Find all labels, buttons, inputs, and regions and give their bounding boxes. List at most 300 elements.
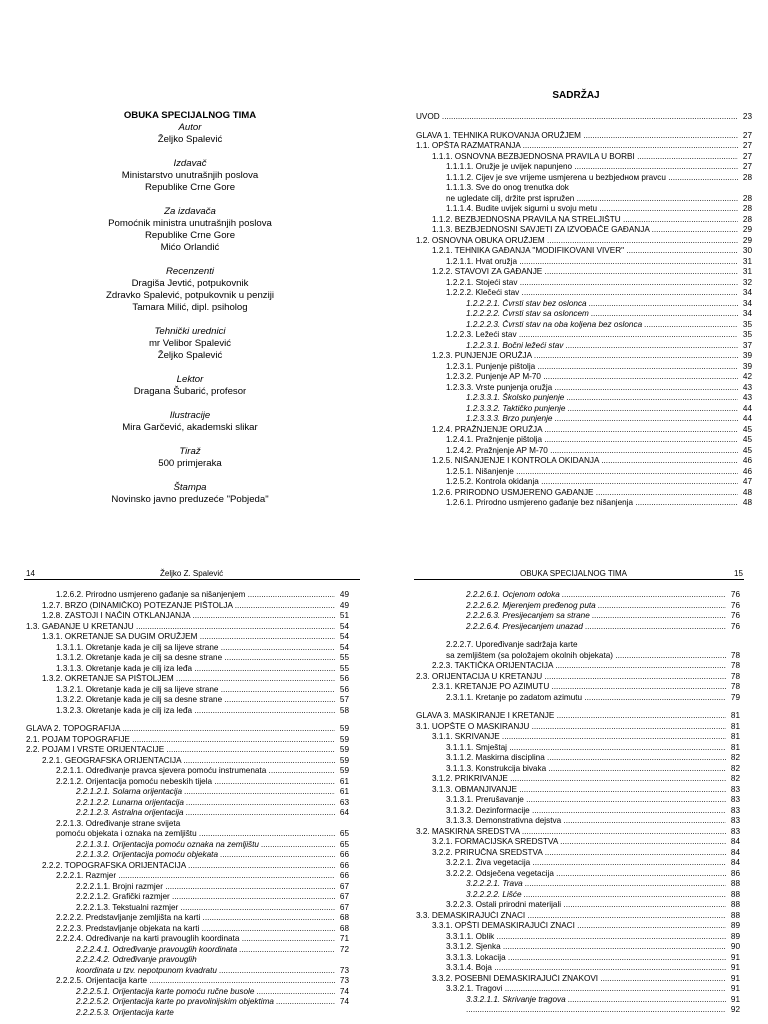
toc-entry bbox=[416, 640, 740, 651]
toc-entry-title: 1.1.2. BEZBJEDNOSNA PRAVILA NA STRELJIŠTU ..... bbox=[432, 215, 738, 226]
toc-entry bbox=[416, 225, 752, 236]
toc-entry-title: 2.2.2.4. Određivanje na karti pravouglih koordinata ..... bbox=[56, 934, 335, 945]
toc-entry-title: 3.3.2.1.1. Skrivanje tragova ..... bbox=[466, 995, 726, 1006]
toc-entry-page: 48 bbox=[742, 487, 752, 497]
toc-entry bbox=[26, 664, 349, 675]
credit-line: Republike Crne Gore bbox=[144, 182, 236, 193]
toc-entry-page: 51 bbox=[339, 611, 349, 620]
toc-entry-page: 89 bbox=[730, 931, 740, 941]
toc-entry bbox=[416, 672, 740, 683]
toc-entry-page: 28 bbox=[742, 204, 752, 213]
credits bbox=[0, 122, 380, 506]
toc-entry bbox=[26, 695, 349, 706]
toc-entry bbox=[416, 785, 740, 796]
toc-entry-title: 3.3. DEMASKIRAJUĆI ZNACI ..... bbox=[416, 911, 726, 922]
toc-entry-title: 3.3.1.4. Boja ..... bbox=[446, 963, 726, 974]
toc-entry-page: 91 bbox=[730, 984, 740, 993]
header-rule bbox=[414, 579, 744, 580]
running-header-author: Željko Z. Spalević bbox=[160, 569, 224, 578]
toc-entry-page: 88 bbox=[730, 879, 740, 888]
toc-entry bbox=[416, 774, 740, 785]
toc-entry-title: 1.1.1.1. Oružje je uvijek napunjeno ..... bbox=[446, 162, 738, 173]
toc-entry-page: 91 bbox=[730, 952, 740, 962]
toc-entry bbox=[416, 488, 752, 499]
header-rule bbox=[24, 579, 360, 580]
toc-spacer bbox=[26, 716, 349, 724]
toc-entry-title: 2.2.2.6.3. Presijecanjem sa strane ..... bbox=[466, 611, 726, 622]
toc-entry bbox=[26, 892, 349, 903]
toc-entry-title: 2.2.1.2.3. Astralna orijentacija ..... bbox=[76, 808, 335, 819]
toc-entry-title: sa zemljištem (sa položajem okolnih objekata) ..... bbox=[446, 651, 726, 662]
toc-entry-page: 54 bbox=[339, 642, 349, 652]
toc-entry-page: 68 bbox=[339, 913, 349, 922]
toc-entry-title: 1.3.1.3. Okretanje kada je cilj iza leđa ..... bbox=[56, 664, 335, 675]
credit-group bbox=[0, 122, 380, 146]
toc-entry-title: 1.3.1.2. Okretanje kada je cilj sa desne strane ..... bbox=[56, 653, 335, 664]
credit-group bbox=[0, 410, 380, 434]
toc-entry-title: 1.2.3. PUNJENJE ORUŽJA ..... bbox=[432, 351, 738, 362]
toc-entry-title: 2.2.2.6.4. Presijecanjem unazad ..... bbox=[466, 622, 726, 633]
toc-entry-page: 61 bbox=[339, 776, 349, 786]
toc-entry-title: 1.2.5.2. Kontrola okidanja ..... bbox=[446, 477, 738, 488]
toc-entry-page: 76 bbox=[730, 621, 740, 631]
toc-entry bbox=[26, 766, 349, 777]
toc-entry bbox=[26, 840, 349, 851]
toc-entry-page: 27 bbox=[742, 151, 752, 161]
toc-entry-title: 1.1.1.3. Sve do onog trenutka dok bbox=[446, 183, 569, 192]
toc-entry-title: 2.2.2.1.1. Brojni razmjer ..... bbox=[76, 882, 335, 893]
toc-entry bbox=[416, 1005, 740, 1016]
toc-entry bbox=[26, 1008, 349, 1019]
toc-entry-page: 48 bbox=[742, 498, 752, 507]
toc-entry bbox=[416, 890, 740, 901]
toc-entry bbox=[26, 777, 349, 788]
toc-entry bbox=[416, 446, 752, 457]
credit-line: Ministarstvo unutrašnjih poslova bbox=[121, 170, 259, 181]
toc-entry-page: 57 bbox=[339, 695, 349, 704]
toc-entry-page: 82 bbox=[730, 763, 740, 773]
toc-entry-page: 83 bbox=[730, 826, 740, 836]
credit-line: Zdravko Spalević, potpukovnik u penziji bbox=[106, 290, 274, 301]
toc-entry-page: 76 bbox=[730, 611, 740, 620]
toc-entry-title: 3.3.1.1. Oblik ..... bbox=[446, 932, 726, 943]
toc-entry-title: 1.2.3.1. Punjenje pištolja ..... bbox=[446, 362, 738, 373]
toc-entry-title: 1.2.2.3.1. Bočni ležeći stav ..... bbox=[466, 341, 738, 352]
toc-entry-title: 3.2.2.3. Ostali prirodni materijali ..... bbox=[446, 900, 726, 911]
toc-entry-page: 78 bbox=[730, 650, 740, 660]
toc-entry bbox=[416, 204, 752, 215]
toc-entry-page: 54 bbox=[339, 632, 349, 641]
contents-heading: SADRŽAJ bbox=[552, 90, 600, 101]
toc-entry-title: 2.2.2.1.2. Grafički razmjer ..... bbox=[76, 892, 335, 903]
toc-entry bbox=[416, 246, 752, 257]
toc-entry-title: pomoću objekata i oznaka na zemljištu ..... bbox=[56, 829, 335, 840]
toc-entry bbox=[416, 477, 752, 488]
toc-entry-title: 3.1.1.1. Smještaj ..... bbox=[446, 743, 726, 754]
toc-list bbox=[416, 112, 752, 509]
toc-entry bbox=[416, 351, 752, 362]
toc-entry-title: 2.2.2.5. Orijentacija karte ..... bbox=[56, 976, 335, 987]
toc-entry-page: 81 bbox=[730, 721, 740, 731]
toc-entry-page: 47 bbox=[742, 477, 752, 486]
toc-entry-page: 39 bbox=[742, 361, 752, 371]
toc-entry-page: 59 bbox=[339, 734, 349, 744]
toc-entry-title: 2.2.1.3. Određivanje strane svijeta bbox=[56, 818, 181, 828]
toc-entry bbox=[416, 661, 740, 672]
toc-entry bbox=[416, 236, 752, 247]
toc-entry-page: 29 bbox=[742, 225, 752, 234]
toc-entry-title: 2.2.2.6.2. Mjerenjem pređenog puta ..... bbox=[466, 601, 726, 612]
toc-entry-page: 78 bbox=[730, 661, 740, 670]
toc-entry-page: 34 bbox=[742, 298, 752, 308]
toc-entry-title: 1.2. OSNOVNA OBUKA ORUŽJEM ..... bbox=[416, 236, 738, 247]
toc-entry bbox=[416, 183, 752, 194]
credit-line: Republike Crne Gore bbox=[144, 230, 236, 241]
toc-entry-title: 3.1.2. PRIKRIVANJE ..... bbox=[432, 774, 726, 785]
toc-entry-page: 76 bbox=[730, 600, 740, 610]
toc-entry-page: 32 bbox=[742, 277, 752, 287]
toc-entry-title: 1.2.6. PRIRODNO USMJERENO GAĐANJE ..... bbox=[432, 488, 738, 499]
credit-line: Novinsko javno preduzeće "Pobjeda" bbox=[111, 494, 269, 505]
credit-line: Mira Garčević, akademski slikar bbox=[122, 422, 258, 433]
toc-entry-page: 28 bbox=[742, 193, 752, 203]
toc-entry bbox=[416, 651, 740, 662]
toc-entry bbox=[416, 173, 752, 184]
toc-entry-page: 86 bbox=[730, 868, 740, 878]
toc-entry-page: 68 bbox=[339, 923, 349, 933]
toc-entry-title: 1.3.1. OKRETANJE SA DUGIM ORUŽJEM ..... bbox=[42, 632, 335, 643]
toc-entry-title: 1.2.7. BRZO (DINAMIČKO) POTEZANJE PIŠTOLJA ..... bbox=[42, 601, 335, 612]
toc-entry-title: 3.3.1. OPŠTI DEMASKIRAJUĆI ZNACI ..... bbox=[432, 921, 726, 932]
toc-entry bbox=[416, 590, 740, 601]
toc-entry bbox=[26, 590, 349, 601]
toc-entry-title: 1.3. GAĐANJE U KRETANJU ..... bbox=[26, 622, 335, 633]
toc-entry bbox=[416, 456, 752, 467]
toc-entry-title: 3.2.2.2.1. Trava ..... bbox=[466, 879, 726, 890]
credit-group bbox=[0, 266, 380, 314]
toc-entry-title: 3.2.2.1. Živa vegetacija ..... bbox=[446, 858, 726, 869]
toc-entry bbox=[416, 995, 740, 1006]
toc-entry-page: 55 bbox=[339, 663, 349, 673]
credit-line: Dragiša Jevtić, potpukovnik bbox=[131, 278, 249, 289]
toc-entry bbox=[26, 955, 349, 966]
toc-entry-title: 1.3.2.2. Okretanje kada je cilj sa desne strane ..... bbox=[56, 695, 335, 706]
toc-entry-title: 2.3.1.1. Kretanje po zadatom azimutu ..... bbox=[446, 693, 726, 704]
toc-entry bbox=[26, 706, 349, 717]
toc-entry-page: 45 bbox=[742, 424, 752, 434]
toc-entry-page: 83 bbox=[730, 805, 740, 815]
toc-entry bbox=[416, 601, 740, 612]
toc-entry bbox=[416, 764, 740, 775]
toc-entry-title bbox=[466, 1005, 726, 1016]
toc-entry-page: 46 bbox=[742, 466, 752, 476]
toc-entry bbox=[26, 643, 349, 654]
toc-entry-page: 73 bbox=[339, 965, 349, 975]
toc-entry bbox=[416, 299, 752, 310]
toc-entry bbox=[416, 974, 740, 985]
toc-entry-title: 1.2.3.3.2. Taktičko punjenje ..... bbox=[466, 404, 738, 415]
toc-entry-title: 3.3.2.1. Tragovi ..... bbox=[446, 984, 726, 995]
toc-entry bbox=[416, 795, 740, 806]
toc-entry bbox=[416, 711, 740, 722]
toc-entry-page: 64 bbox=[339, 808, 349, 817]
toc-entry bbox=[416, 816, 740, 827]
toc-entry-title: 1.3.2.3. Okretanje kada je cilj iza leđa ..... bbox=[56, 706, 335, 717]
toc-entry-page: 59 bbox=[339, 755, 349, 765]
toc-entry bbox=[416, 257, 752, 268]
toc-entry bbox=[416, 682, 740, 693]
toc-entry bbox=[26, 735, 349, 746]
toc-entry-title: 3.1.3.1. Prerušavanje ..... bbox=[446, 795, 726, 806]
toc-entry bbox=[416, 498, 752, 509]
toc-entry-title: 1.1.1.4. Budite uvijek sigurni u svoju metu ..... bbox=[446, 204, 738, 215]
book-title: OBUKA SPECIJALNOG TIMA bbox=[123, 110, 257, 121]
toc-entry bbox=[416, 693, 740, 704]
toc-entry-title: 2.2.2.1. Razmjer ..... bbox=[56, 871, 335, 882]
toc-entry-title: 1.1.1.2. Cijev je sve vrijeme usmjerena u bezbjedном pravcu ..... bbox=[446, 173, 738, 184]
toc-entry bbox=[416, 320, 752, 331]
toc-entry-title: 1.3.1.1. Okretanje kada je cilj sa lijeve strane ..... bbox=[56, 643, 335, 654]
credit-line: 500 primjeraka bbox=[158, 458, 222, 469]
credit-group bbox=[0, 374, 380, 398]
toc-entry-page: 23 bbox=[742, 112, 752, 121]
toc-list bbox=[26, 590, 349, 1018]
toc-entry-title: 1.2.1.1. Hvat oružja ..... bbox=[446, 257, 738, 268]
toc-entry bbox=[26, 798, 349, 809]
toc-entry bbox=[416, 911, 740, 922]
toc-entry-page: 34 bbox=[742, 288, 752, 297]
toc-entry-page: 91 bbox=[730, 994, 740, 1004]
toc-entry-title: 3.1.3.2. Dezinformacije ..... bbox=[446, 806, 726, 817]
toc-entry-title: 3.1. UOPŠTE O MASKIRANJU ..... bbox=[416, 722, 726, 733]
toc-entry-page: 76 bbox=[730, 590, 740, 599]
toc-entry-page: 54 bbox=[339, 621, 349, 631]
toc-entry-title: 3.2. MASKIRNA SREDSTVA ..... bbox=[416, 827, 726, 838]
toc-entry-page: 88 bbox=[730, 910, 740, 920]
toc-entry bbox=[416, 341, 752, 352]
toc-entry-page: 30 bbox=[742, 246, 752, 255]
toc-entry bbox=[26, 987, 349, 998]
toc-entry-page: 42 bbox=[742, 372, 752, 381]
toc-entry bbox=[416, 194, 752, 205]
toc-entry bbox=[416, 372, 752, 383]
toc-list bbox=[416, 590, 740, 1016]
toc-entry bbox=[26, 861, 349, 872]
toc-entry-page: 84 bbox=[730, 837, 740, 846]
toc-entry-title: 3.3.1.2. Sjenka ..... bbox=[446, 942, 726, 953]
toc-entry-title: 2.2.2.4.2. Određivanje pravouglih bbox=[76, 955, 197, 964]
toc-entry-page: 84 bbox=[730, 858, 740, 867]
toc-entry-page: 55 bbox=[339, 653, 349, 662]
toc-entry bbox=[26, 632, 349, 643]
toc-entry-title: 2.2. POJAM I VRSTE ORIJENTACIJE ..... bbox=[26, 745, 335, 756]
credit-role: Ilustracije bbox=[169, 410, 211, 421]
toc-entry-title: 3.3.2. POSEBNI DEMASKIRAJUĆI ZNAKOVI ..... bbox=[432, 974, 726, 985]
toc-entry bbox=[416, 393, 752, 404]
toc-entry-page: 81 bbox=[730, 732, 740, 741]
toc-entry bbox=[26, 724, 349, 735]
toc-entry-page: 74 bbox=[339, 997, 349, 1006]
toc-entry-title: 2.2.2.7. Upoređivanje sadržaja karte bbox=[446, 640, 578, 649]
toc-entry bbox=[416, 309, 752, 320]
toc-entry-page: 49 bbox=[339, 600, 349, 610]
toc-entry-page: 59 bbox=[339, 745, 349, 754]
toc-entry bbox=[26, 601, 349, 612]
credit-line: Tamara Milić, dipl. psiholog bbox=[132, 302, 248, 313]
credit-role: Tiraž bbox=[179, 446, 201, 457]
toc-entry-page: 65 bbox=[339, 839, 349, 849]
toc-entry-page: 92 bbox=[730, 1005, 740, 1014]
toc-entry-title: 2.2.1.3.2. Orijentacija pomoću objekata ..... bbox=[76, 850, 335, 861]
toc-entry-title: 1.2.3.2. Punjenje AP M-70 ..... bbox=[446, 372, 738, 383]
toc-entry-page: 66 bbox=[339, 860, 349, 870]
toc-entry-title: 1.2.1. TEHNIKA GAĐANJA "MODIFIKOVANI VIVER" ..... bbox=[432, 246, 738, 257]
toc-entry bbox=[26, 611, 349, 622]
toc-entry-title: ne ugledate cilj, držite prst ispružen ..... bbox=[446, 194, 738, 205]
toc-entry-page: 71 bbox=[339, 934, 349, 943]
toc-entry-title: UVOD ..... bbox=[416, 112, 738, 123]
toc-entry bbox=[416, 827, 740, 838]
toc-entry bbox=[416, 131, 752, 142]
toc-entry-title: 1.2.3.3. Vrste punjenja oružja ..... bbox=[446, 383, 738, 394]
toc-entry-title: 2.2.2.6.1. Ocjenom odoka ..... bbox=[466, 590, 726, 601]
title-page-content bbox=[0, 110, 380, 506]
toc-entry bbox=[26, 674, 349, 685]
toc-entry bbox=[416, 953, 740, 964]
toc-entry-page: 78 bbox=[730, 671, 740, 681]
toc-entry bbox=[26, 903, 349, 914]
toc-entry bbox=[416, 215, 752, 226]
toc-entry-title: 1.2.2.3. Ležeći stav ..... bbox=[446, 330, 738, 341]
credit-role: Izdavač bbox=[173, 158, 207, 169]
toc-entry bbox=[416, 900, 740, 911]
toc-entry-page: 91 bbox=[730, 973, 740, 983]
toc-entry-page: 89 bbox=[730, 921, 740, 930]
toc-entry bbox=[416, 848, 740, 859]
toc-entry bbox=[416, 858, 740, 869]
toc-entry-page: 58 bbox=[339, 705, 349, 715]
toc-spacer bbox=[416, 123, 752, 131]
toc-entry bbox=[416, 112, 752, 123]
toc-entry-title: 2.1. POJAM TOPOGRAFIJE ..... bbox=[26, 735, 335, 746]
toc-entry-title: 2.2.2.3. Predstavljanje objekata na karti ..... bbox=[56, 924, 335, 935]
toc-entry bbox=[26, 966, 349, 977]
toc-entry-page: 90 bbox=[730, 942, 740, 951]
toc-entry bbox=[416, 162, 752, 173]
toc-entry-page: 49 bbox=[339, 590, 349, 599]
toc-entry-page: 31 bbox=[742, 256, 752, 266]
credit-group bbox=[0, 446, 380, 470]
toc-entry-page: 83 bbox=[730, 784, 740, 794]
toc-entry bbox=[416, 152, 752, 163]
contents-page bbox=[384, 0, 768, 512]
toc-entry-title: 2.2.2.4.1. Određivanje pravouglih koordinata ..... bbox=[76, 945, 335, 956]
toc-entry-page: 63 bbox=[339, 797, 349, 807]
toc-entry bbox=[26, 829, 349, 840]
toc-entry bbox=[26, 997, 349, 1008]
toc-entry bbox=[26, 808, 349, 819]
toc-entry bbox=[416, 362, 752, 373]
toc-entry bbox=[26, 945, 349, 956]
toc-entry bbox=[416, 425, 752, 436]
credit-role: Lektor bbox=[176, 374, 204, 385]
credit-role: Recenzenti bbox=[166, 266, 214, 277]
toc-entry-title: 1.2.2.1. Stojeći stav ..... bbox=[446, 278, 738, 289]
toc-entry bbox=[416, 753, 740, 764]
toc-entry-title: GLAVA 1. TEHNIKA RUKOVANJA ORUŽJEM ..... bbox=[416, 131, 738, 142]
toc-entry-title: 3.2.1. FORMACIJSKA SREDSTVA ..... bbox=[432, 837, 726, 848]
credit-line: Dragana Šubarić, profesor bbox=[133, 386, 247, 397]
toc-entry-page: 67 bbox=[339, 892, 349, 901]
credit-line: Pomoćnik ministra unutrašnjih poslova bbox=[108, 218, 272, 229]
toc-entry-title: 1.2.2. STAVOVI ZA GAĐANJE ..... bbox=[432, 267, 738, 278]
toc-entry-page: 67 bbox=[339, 881, 349, 891]
toc-entry-page: 35 bbox=[742, 330, 752, 339]
toc-entry-page: 66 bbox=[339, 850, 349, 859]
credit-line: Mićo Orlandić bbox=[160, 242, 220, 253]
credit-group bbox=[0, 482, 380, 506]
toc-entry bbox=[416, 611, 740, 622]
toc-entry bbox=[26, 924, 349, 935]
toc-entry-title: 3.1.1.3. Konstrukcija bivaka ..... bbox=[446, 764, 726, 775]
toc-entry-title: 2.2.1.2. Orijentacija pomoću nebeskih tijela ..... bbox=[56, 777, 335, 788]
toc-entry bbox=[416, 467, 752, 478]
toc-entry-title: 1.2.5.1. Nišanjenje ..... bbox=[446, 467, 738, 478]
toc-entry-page: 27 bbox=[742, 141, 752, 150]
toc-entry-page: 45 bbox=[742, 445, 752, 455]
toc-entry-page: 37 bbox=[742, 340, 752, 350]
toc-entry-title: 3.1.3. OBMANJIVANJE ..... bbox=[432, 785, 726, 796]
toc-entry-page: 84 bbox=[730, 847, 740, 857]
toc-entry-page: 72 bbox=[339, 944, 349, 954]
toc-entry-title: 2.2.1.3.1. Orijentacija pomoću oznaka na zemljištu ..... bbox=[76, 840, 335, 851]
toc-entry bbox=[416, 837, 740, 848]
credit-role: Autor bbox=[178, 122, 202, 133]
credit-role: Štampa bbox=[173, 482, 207, 493]
toc-entry-title: 1.2.4. PRAŽNJENJE ORUŽJA ..... bbox=[432, 425, 738, 436]
toc-entry-page: 28 bbox=[742, 172, 752, 182]
toc-entry-title: 3.1.1. SKRIVANJE ..... bbox=[432, 732, 726, 743]
toc-entry bbox=[416, 288, 752, 299]
toc-entry bbox=[416, 963, 740, 974]
toc-entry-page: 28 bbox=[742, 214, 752, 224]
credit-group bbox=[0, 158, 380, 194]
toc-entry bbox=[26, 882, 349, 893]
title-page bbox=[0, 0, 384, 512]
toc-entry-title: 2.3. ORIJENTACIJA U KRETANJU ..... bbox=[416, 672, 726, 683]
toc-spacer bbox=[416, 632, 740, 640]
toc-entry-title: GLAVA 2. TOPOGRAFIJA ..... bbox=[26, 724, 335, 735]
toc-entry bbox=[416, 722, 740, 733]
toc-entry bbox=[26, 653, 349, 664]
toc-entry-title: 1.2.5. NIŠANJENJE I KONTROLA OKIDANJA ..... bbox=[432, 456, 738, 467]
toc-entry-page: 56 bbox=[339, 674, 349, 683]
toc-entry bbox=[26, 756, 349, 767]
toc-entry bbox=[416, 806, 740, 817]
toc-entry-page: 81 bbox=[730, 742, 740, 752]
toc-entry-title: koordinata u tzv. nepotpunom kvadratu ..... bbox=[76, 966, 335, 977]
toc-entry-title: 2.2.2.5.3. Orijentacija karte bbox=[76, 1007, 174, 1017]
toc-entry-page: 27 bbox=[742, 130, 752, 140]
toc-entry-page: 74 bbox=[339, 986, 349, 996]
toc-entry-page: 73 bbox=[339, 976, 349, 985]
toc-entry-page: 29 bbox=[742, 235, 752, 245]
toc-entry bbox=[416, 141, 752, 152]
toc-entry-page: 34 bbox=[742, 309, 752, 318]
toc-entry-title: 1.2.4.1. Pražnjenje pištolja ..... bbox=[446, 435, 738, 446]
toc-entry bbox=[416, 278, 752, 289]
toc-entry-title: 1.3.2. OKRETANJE SA PIŠTOLJEM ..... bbox=[42, 674, 335, 685]
